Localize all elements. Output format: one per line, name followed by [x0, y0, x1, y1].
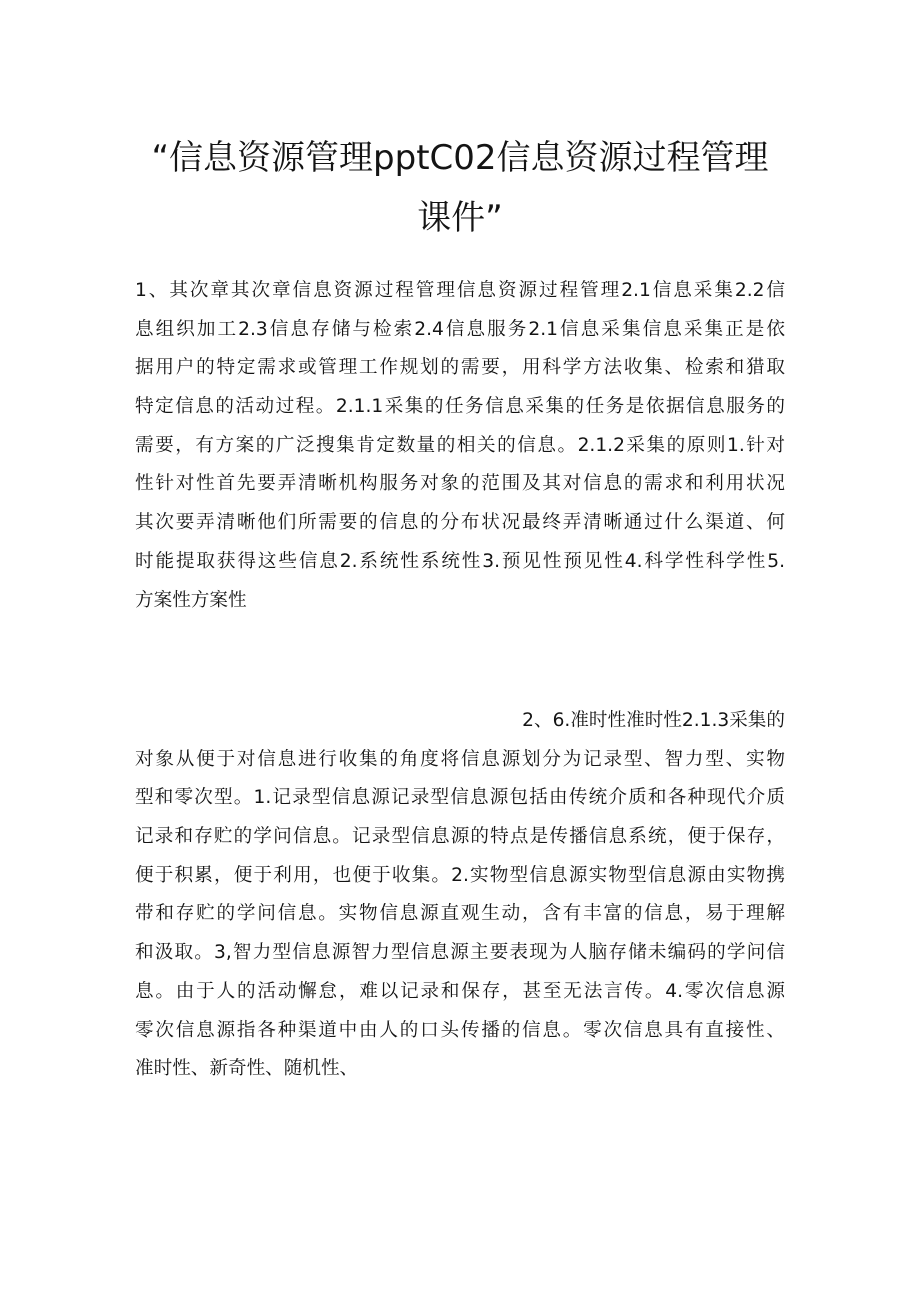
text-line: 1、其次章其次章信息资源过程管理信息资源过程管理2.1信息采集2.2信: [135, 280, 785, 301]
text-line: 其次要弄清晰他们所需要的信息的分布状况最终弄清晰通过什么渠道、何: [135, 512, 785, 534]
text-line: 对象从便于对信息进行收集的角度将信息源划分为记录型、智力型、实物: [135, 748, 785, 770]
text-line: 带和存贮的学问信息。实物信息源直观生动，含有丰富的信息，易于理解: [135, 903, 785, 925]
text-line: 特定信息的活动过程。2.1.1采集的任务信息采集的任务是依据信息服务的: [135, 396, 785, 418]
title-line: 课件”: [417, 198, 503, 238]
text-line: 准时性、新奇性、随机性、: [135, 1058, 359, 1080]
text-line: 零次信息源指各种渠道中由人的口头传播的信息。零次信息具有直接性、: [135, 1019, 785, 1041]
text-line: 2、6.准时性准时性2.1.3采集的: [522, 710, 785, 731]
text-line: 便于积累，便于利用，也便于收集。2.实物型信息源实物型信息源由实物携: [135, 864, 785, 886]
text-line: 性针对性首先要弄清晰机构服务对象的范围及其对信息的需求和利用状况: [135, 473, 785, 495]
paragraph-1: [135, 272, 785, 620]
title-line: “信息资源管理pptC02信息资源过程管理: [151, 138, 769, 178]
text-line: 息组织加工2.3信息存储与检索2.4信息服务2.1信息采集信息采集正是依: [135, 318, 785, 340]
text-line: 记录和存贮的学问信息。记录型信息源的特点是传播信息系统，便于保存，: [135, 826, 785, 848]
text-line: 息。由于人的活动懈怠，难以记录和保存，甚至无法言传。4.零次信息源: [135, 980, 785, 1002]
text-line: 需要，有方案的广泛搜集肯定数量的相关的信息。2.1.2采集的原则1.针对: [135, 434, 785, 456]
text-line: 和汲取。3,智力型信息源智力型信息源主要表现为人脑存储未编码的学问信: [135, 942, 785, 964]
document-title: [0, 128, 920, 248]
text-line: 型和零次型。1.记录型信息源记录型信息源包括由传统介质和各种现代介质: [135, 787, 785, 809]
paragraph-2: [135, 702, 785, 1089]
text-line: 据用户的特定需求或管理工作规划的需要，用科学方法收集、检索和猎取: [135, 357, 785, 379]
text-line: 方案性方案性: [135, 589, 247, 611]
text-line: 时能提取获得这些信息2.系统性系统性3.预见性预见性4.科学性科学性5.: [135, 550, 785, 572]
